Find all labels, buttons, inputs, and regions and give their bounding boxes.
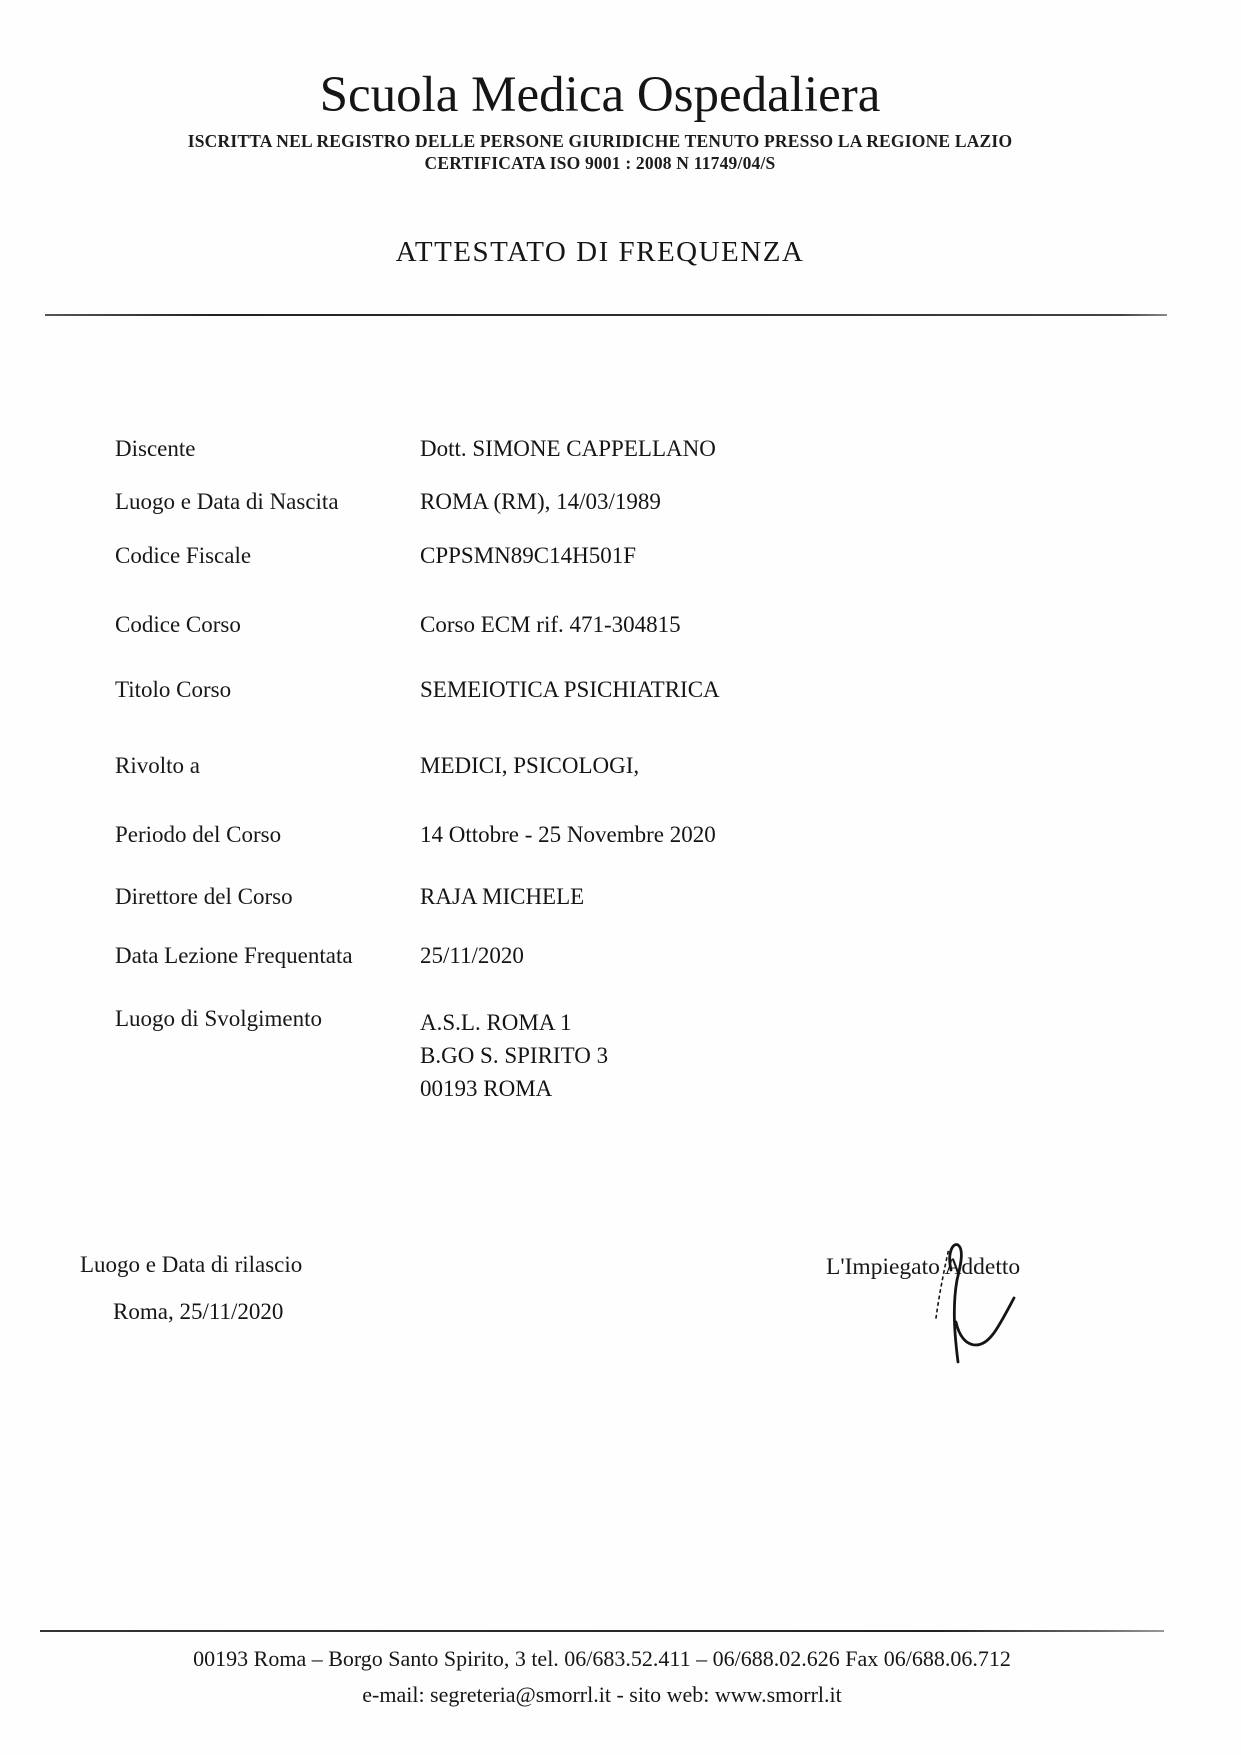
field-value: CPPSMN89C14H501F [420,543,637,568]
signature-scribble [918,1238,1028,1370]
field-label: Titolo Corso [115,677,232,702]
field-label: Codice Fiscale [115,543,252,568]
document-title: ATTESTATO DI FREQUENZA [395,236,805,268]
field-label: Codice Corso [115,612,241,637]
field-value: MEDICI, PSICOLOGI, [420,753,640,778]
address-line: 00193 ROMA [420,1076,553,1101]
field-label: Discente [115,436,196,461]
school-name: Scuola Medica Ospedaliera [319,67,881,123]
title-divider [45,314,1167,316]
field-label: Rivolto a [115,753,200,778]
field-value: RAJA MICHELE [420,884,585,909]
field-label: Luogo e Data di Nascita [115,489,339,514]
address-line: A.S.L. ROMA 1 [420,1010,572,1035]
registry-line: ISCRITTA NEL REGISTRO DELLE PERSONE GIURIDICHE TENUTO PRESSO LA REGIONE LAZIO [187,131,1013,151]
footer-divider [40,1630,1164,1632]
certification-line: CERTIFICATA ISO 9001 : 2008 N 11749/04/S [424,153,776,173]
field-value: SEMEIOTICA PSICHIATRICA [420,677,720,702]
address-line: B.GO S. SPIRITO 3 [420,1043,609,1068]
field-value [420,1006,608,1105]
field-value: Dott. SIMONE CAPPELLANO [420,436,716,461]
field-value: Corso ECM rif. 471-304815 [420,612,681,637]
issue-date: Roma, 25/11/2020 [113,1299,284,1324]
issue-label: Luogo e Data di rilascio [80,1252,303,1277]
field-value: ROMA (RM), 14/03/1989 [420,489,661,514]
footer-email-web: e-mail: segreteria@smorrl.it - sito web: www.smorrl.it [362,1682,842,1707]
field-label: Periodo del Corso [115,822,282,847]
field-label: Data Lezione Frequentata [115,943,353,968]
footer-address-phone: 00193 Roma – Borgo Santo Spirito, 3 tel. 06/683.52.411 – 06/688.02.626 Fax 06/688.06.712 [193,1646,1011,1671]
field-label: Luogo di Svolgimento [115,1006,322,1031]
field-value: 14 Ottobre - 25 Novembre 2020 [420,822,716,847]
signatory-title: L'Impiegato Addetto [826,1254,1021,1280]
field-value: 25/11/2020 [420,943,524,968]
field-label: Direttore del Corso [115,884,293,909]
